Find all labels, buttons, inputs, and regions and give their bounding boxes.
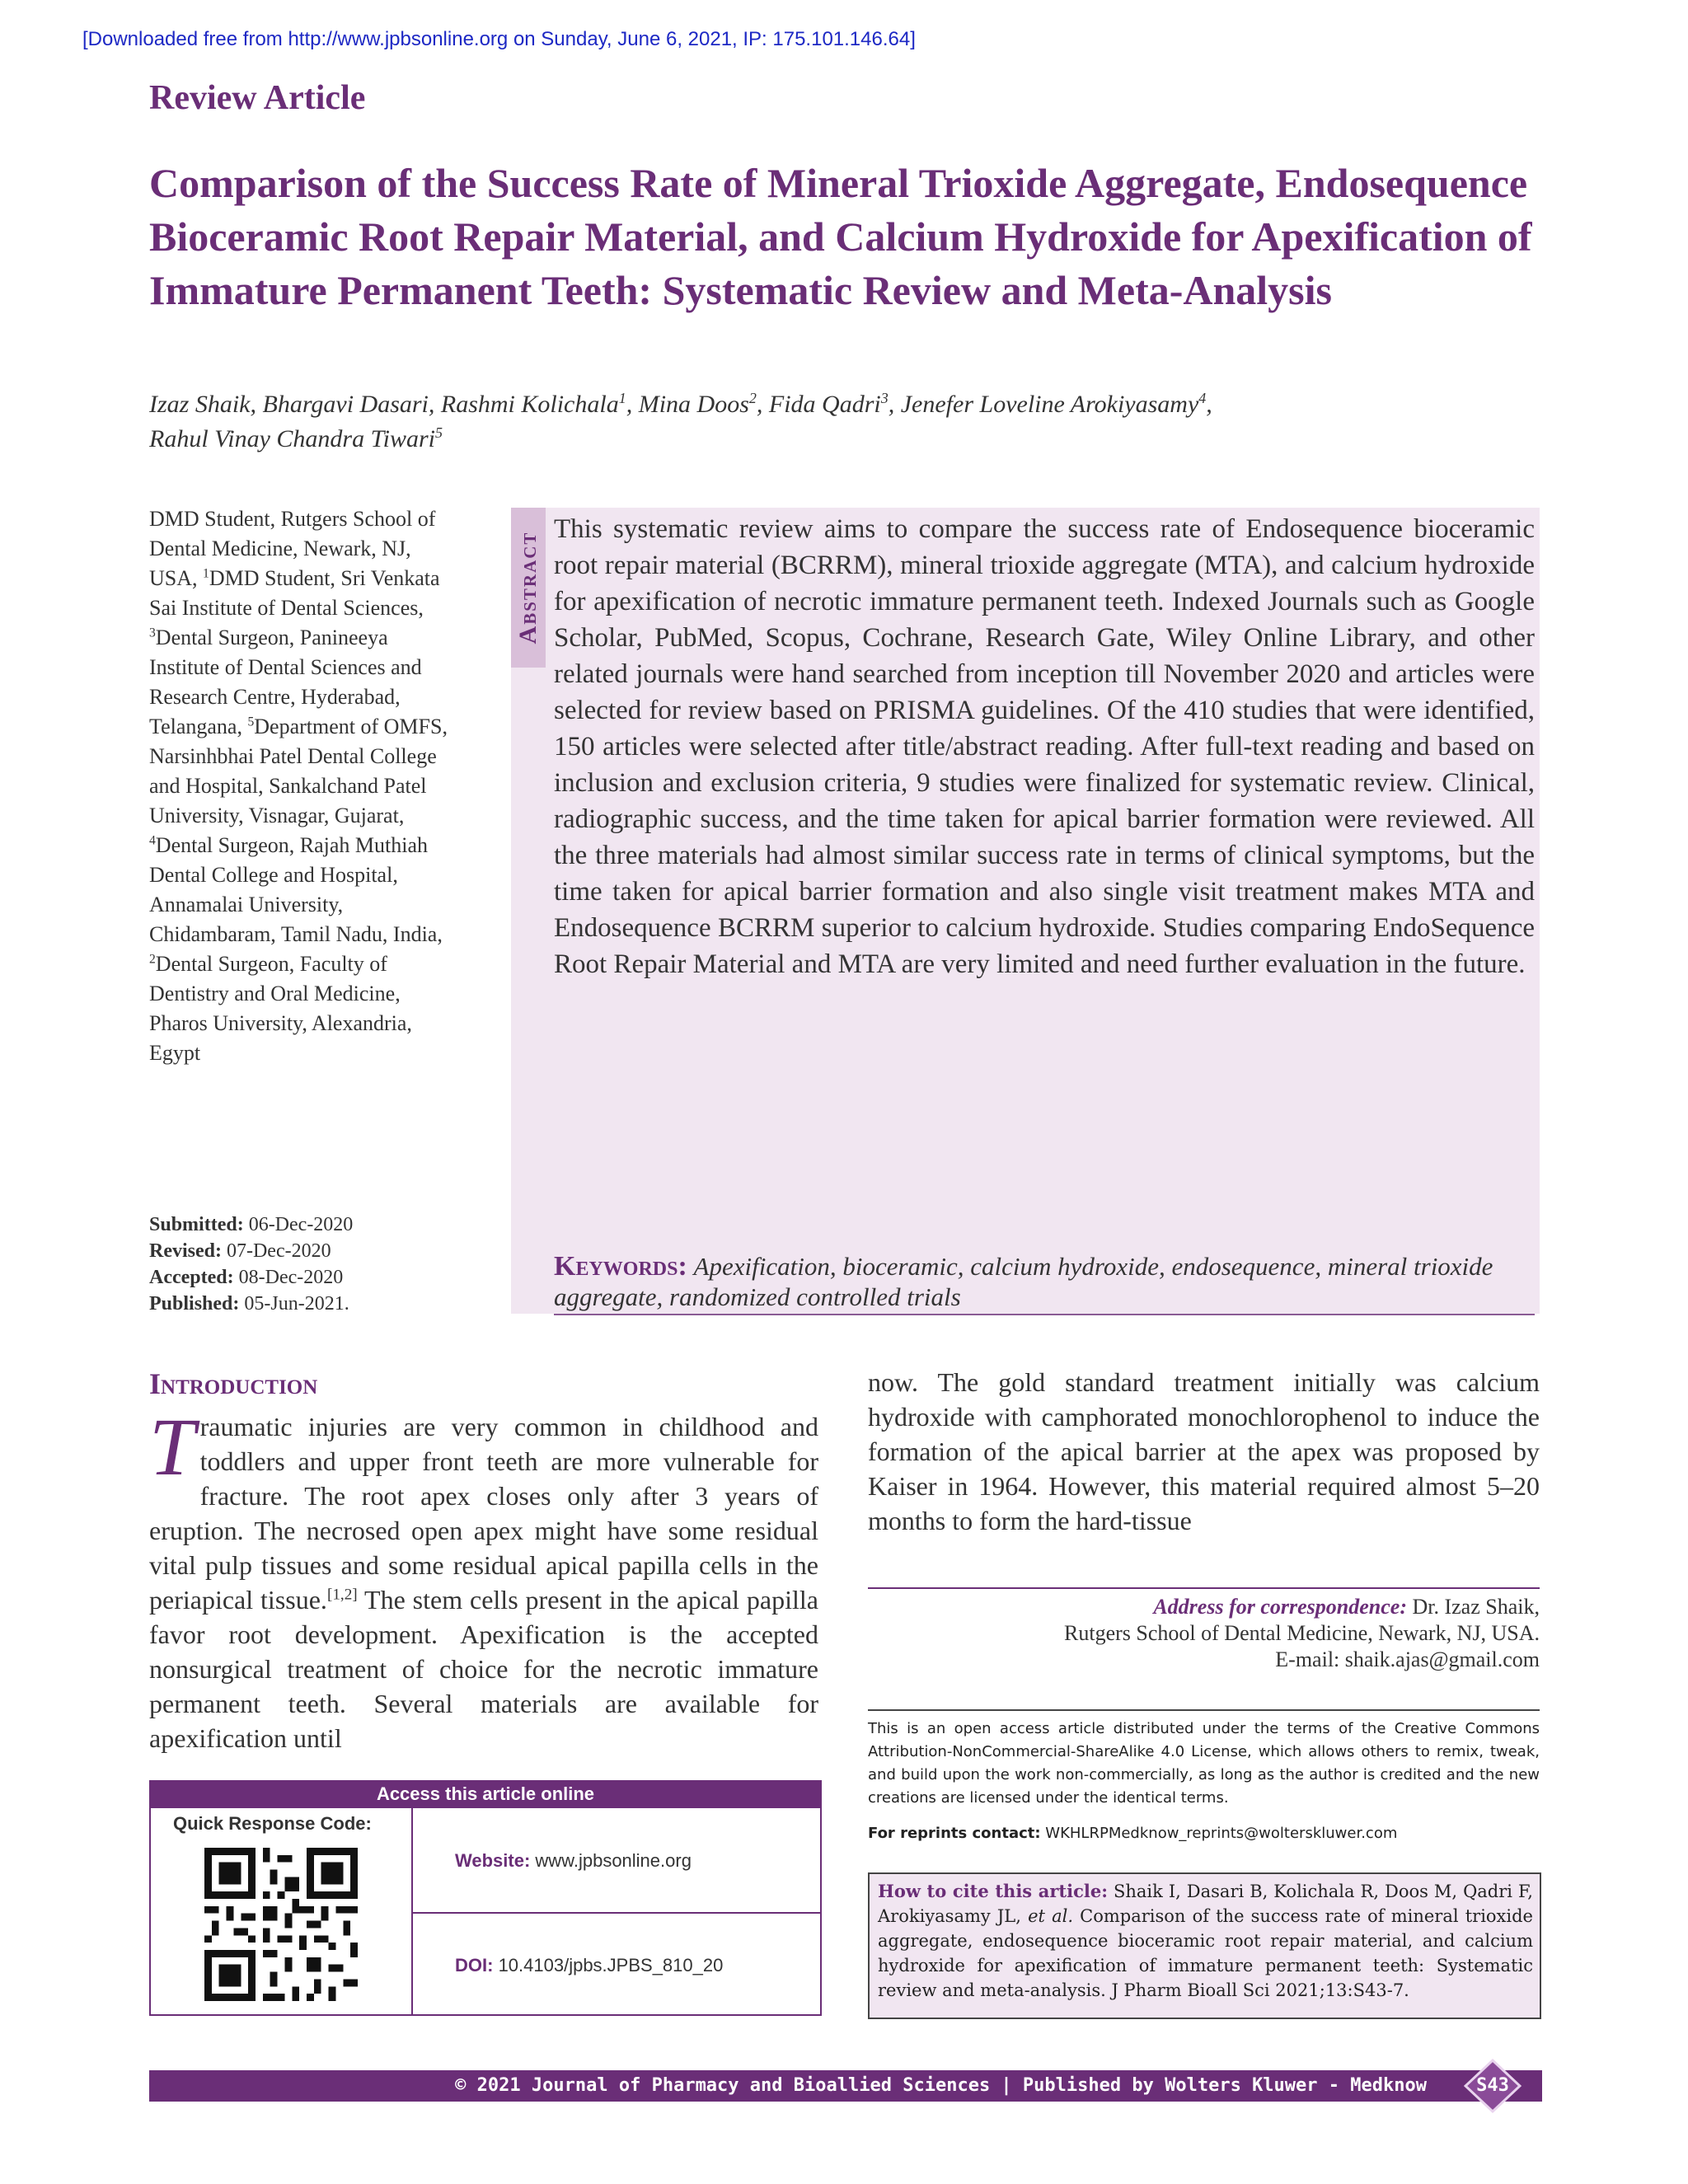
- date-label: Revised:: [149, 1240, 222, 1262]
- drop-cap: T: [149, 1401, 195, 1493]
- date-value: 05-Jun-2021.: [239, 1293, 349, 1315]
- revised-date: [149, 1238, 462, 1264]
- website-label: Website:: [455, 1850, 531, 1871]
- date-label: Published:: [149, 1293, 240, 1315]
- affiliation-marker: 2: [149, 952, 156, 967]
- date-label: Submitted:: [149, 1214, 244, 1235]
- date-value: 07-Dec-2020: [221, 1240, 331, 1262]
- author-text: , Jenefer Loveline Arokiyasamy: [888, 391, 1199, 418]
- keywords-list: Apexification, bioceramic, calcium hydroxide, endosequence, mineral trioxide aggregate, randomized controlled trials: [554, 1252, 1493, 1311]
- affiliation-text: DMD Student, Rutgers School of Dental Medicine, Newark, NJ, USA,: [149, 507, 436, 590]
- article-dates: [149, 1212, 462, 1317]
- correspondence-email[interactable]: E-mail: shaik.ajas@gmail.com: [1275, 1647, 1540, 1671]
- article-type: Review Article: [149, 79, 366, 117]
- license-divider: [868, 1709, 1540, 1711]
- doi-info: [455, 1955, 723, 1976]
- published-date: [149, 1291, 462, 1317]
- keywords: [554, 1251, 1535, 1312]
- correspondence-address: Rutgers School of Dental Medicine, Newark, NJ, USA.: [1064, 1621, 1540, 1645]
- correspondence-label: Address for correspondence:: [1153, 1595, 1407, 1619]
- affiliation-marker: 4: [149, 833, 156, 848]
- affiliation-marker: 1: [203, 566, 209, 581]
- affiliation-text: DMD Student, Sri Venkata Sai Institute of Dental Sciences,: [149, 566, 440, 620]
- affiliation-text: Department of OMFS, Narsinhbhai Patel Dental College and Hospital, Sankalchand Patel University, Visnagar, Gujarat,: [149, 715, 448, 827]
- reprints-label: For reprints contact:: [868, 1825, 1041, 1842]
- citation-body: Comparison of the success rate of mineral trioxide aggregate, endosequence bioceramic root repair material, and calcium hydroxide for apexification of immature permanent teeth: Systematic review and meta-analysis. J Pharm Bioall Sci 2021;13:S43-7.: [878, 1906, 1533, 2000]
- website-link[interactable]: www.jpbsonline.org: [530, 1850, 692, 1871]
- date-value: 08-Dec-2020: [233, 1267, 344, 1288]
- doi-label: DOI:: [455, 1955, 494, 1975]
- abstract-tab: [511, 508, 546, 668]
- affiliation-marker: 5: [247, 715, 255, 729]
- citation-label: How to cite this article:: [878, 1881, 1108, 1901]
- intro-paragraph: The stem cells present in the apical papilla favor root development. Apexification is the accepted nonsurgical treatment of choice for the necrotic immature permanent teeth. Several materials are available for apexification until: [149, 1585, 819, 1753]
- intro-paragraph: raumatic injuries are very common in childhood and toddlers and upper front teeth are more vulnerable for fracture. The root apex closes only after 3 years of eruption. The necrosed open apex might have some residual vital pulp tissues and some residual apical papilla cells in the periapical tissue.: [149, 1412, 818, 1615]
- author-text: ,: [1206, 391, 1212, 418]
- affiliation-marker: 1: [618, 390, 626, 406]
- introduction-heading: Introduction: [149, 1367, 318, 1400]
- affiliation-marker: 2: [748, 390, 757, 406]
- date-label: Accepted:: [149, 1267, 234, 1288]
- license-text: This is an open access article distributed under the terms of the Creative Commons Attribution-NonCommercial-ShareAlike 4.0 License, which allows others to remix, tweak, and build upon the work non-commercially, as long as the author is credited and the new creations are licensed under the identical terms.: [868, 1720, 1540, 1807]
- citation-etal: et al.: [1028, 1906, 1073, 1926]
- keywords-label: Keywords:: [554, 1251, 687, 1282]
- date-value: 06-Dec-2020: [243, 1214, 354, 1235]
- access-divider: [411, 1808, 413, 2014]
- citation-body: Shaik I, Dasari B, Kolichala R, Doos M, Qadri F, Arokiyasamy JL,: [878, 1882, 1533, 1926]
- correspondence-divider: [868, 1587, 1540, 1589]
- affiliation-marker: 5: [434, 424, 443, 441]
- access-heading: Access this article online: [149, 1780, 822, 1808]
- citation-text: [878, 1879, 1533, 2003]
- introduction-text: [149, 1401, 819, 1755]
- author-text: Rahul Vinay Chandra Tiwari: [149, 425, 435, 452]
- qr-code-icon[interactable]: [204, 1848, 358, 2001]
- author-text: , Fida Qadri: [756, 391, 881, 418]
- submitted-date: [149, 1212, 462, 1238]
- affiliation-text: Dental Surgeon, Rajah Muthiah Dental College and Hospital, Annamalai University, Chidambaram, Tamil Nadu, India,: [149, 833, 443, 946]
- access-divider: [413, 1912, 820, 1914]
- footer-text: © 2021 Journal of Pharmacy and Bioallied Sciences | Published by Wolters Kluwer - Medknow: [455, 2075, 1427, 2096]
- author-text: Izaz Shaik, Bhargavi Dasari, Rashmi Kolichala: [149, 391, 619, 418]
- affiliation-text: Dental Surgeon, Faculty of Dentistry and Oral Medicine, Pharos University, Alexandria, Egypt: [149, 952, 412, 1065]
- affiliation-marker: 3: [149, 626, 156, 640]
- citation-marker[interactable]: [1,2]: [326, 1586, 358, 1604]
- website-info: [455, 1850, 692, 1872]
- correspondence: [868, 1594, 1540, 1673]
- affiliation-marker: 4: [1198, 390, 1207, 406]
- reprints-contact: [868, 1825, 1540, 1842]
- affiliation-marker: 3: [880, 390, 889, 406]
- correspondence-name: Dr. Izaz Shaik,: [1406, 1595, 1540, 1619]
- affiliations: [149, 504, 462, 1068]
- accepted-date: [149, 1264, 462, 1291]
- author-text: , Mina Doos: [626, 391, 749, 418]
- authors: [149, 387, 1550, 457]
- qr-label: Quick Response Code:: [173, 1813, 372, 1834]
- correspondence-line: [868, 1594, 1540, 1620]
- introduction-continued: now. The gold standard treatment initially was calcium hydroxide with camphorated monochlorophenol to induce the formation of the apical barrier at the apex was proposed by Kaiser in 1964. However, this material required almost 5–20 months to form the hard-tissue: [868, 1367, 1540, 1535]
- abstract-divider: [554, 1314, 1535, 1315]
- reprints-email[interactable]: WKHLRPMedknow_reprints@wolterskluwer.com: [1040, 1825, 1398, 1842]
- abstract-text: This systematic review aims to compare the success rate of Endosequence bioceramic root repair material (BCRRM), mineral trioxide aggregate (MTA), and calcium hydroxide for apexification of necrotic immature permanent teeth. Indexed Journals such as Google Scholar, PubMed, Scopus, Cochrane, Research Gate, Wiley Online Library, and other related journals were hand searched from inception till November 2020 and articles were selected for review based on PRISMA guidelines. Of the 410 studies that were identified, 150 articles were selected after title/abstract reading. After full-text reading and based on inclusion and exclusion criteria, 9 studies were finalized for systematic review. Clinical, radiographic success, and the time taken for apical barrier formation were reviewed. All the three materials had almost similar success rate in terms of clinical symptoms, but the time taken for apical barrier formation and also single visit treatment makes MTA and Endosequence BCRRM superior to calcium hydroxide. Studies comparing EndoSequence Root Repair Material and MTA are very limited and need further evaluation in the future.: [554, 514, 1535, 979]
- page-number: S43: [1476, 2075, 1509, 2096]
- download-note: [Downloaded free from http://www.jpbsonline.org on Sunday, June 6, 2021, IP: 175.101.146.64]: [82, 28, 916, 50]
- abstract-label: Abstract: [514, 531, 542, 644]
- affiliation-text: Dental Surgeon, Panineeya Institute of Dental Sciences and Research Centre, Hyderabad, Telangana,: [149, 626, 422, 738]
- doi-link[interactable]: 10.4103/jpbs.JPBS_810_20: [493, 1955, 724, 1975]
- article-title: Comparison of the Success Rate of Mineral Trioxide Aggregate, Endosequence Bioceramic Root Repair Material, and Calcium Hydroxide for Apexification of Immature Permanent Teeth: Systematic Review and Meta-Analysis: [149, 160, 1532, 313]
